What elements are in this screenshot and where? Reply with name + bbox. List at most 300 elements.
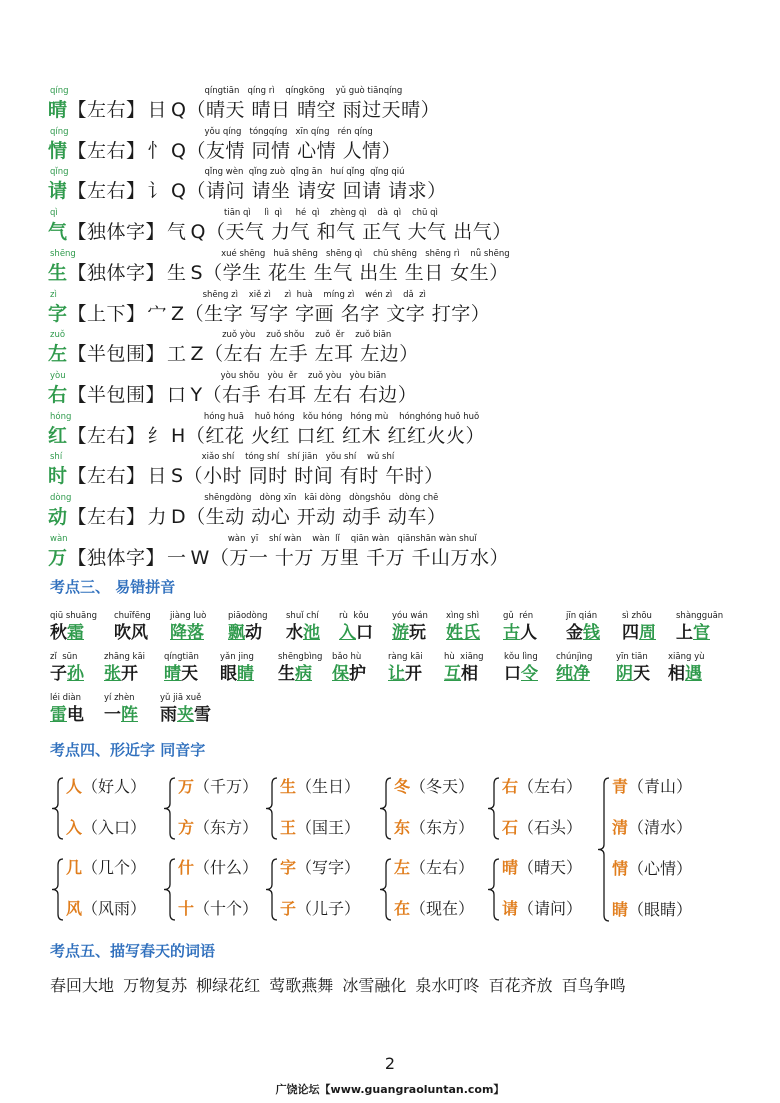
char-line-main: [48, 424, 485, 448]
word: [114, 622, 151, 644]
code-letter: Q: [190, 221, 207, 244]
similar-word: （千万）: [194, 777, 259, 796]
word: [444, 663, 484, 685]
word: [228, 622, 268, 644]
similar-word: （心情）: [628, 859, 693, 878]
code-letter: D: [171, 506, 187, 528]
word-plain: 眼: [220, 664, 237, 684]
pinyin-word: [50, 651, 84, 685]
similar-entry: [394, 898, 474, 920]
char: 情: [48, 139, 68, 162]
word-highlight: 张: [104, 664, 121, 684]
word: [164, 663, 199, 685]
word-highlight: 降落: [170, 623, 204, 643]
similar-word: （现在）: [410, 899, 475, 918]
word: [170, 622, 206, 644]
word-highlight: 病: [295, 664, 312, 684]
similar-entry: [66, 857, 146, 879]
words: （天气 力气 和气 正气 大气 出气）: [206, 221, 512, 244]
similar-char: 入: [66, 818, 83, 837]
structure: 【独体字】: [67, 221, 166, 244]
pinyin-word: [504, 651, 538, 685]
radical: 力: [147, 506, 168, 528]
radical: 日: [147, 465, 168, 488]
word-plain: 吹风: [114, 623, 148, 643]
char: 时: [48, 465, 68, 488]
pinyin-word: [444, 651, 484, 685]
similar-char: 人: [66, 777, 83, 796]
similar-entry: [280, 817, 360, 839]
similar-word: （左右）: [410, 858, 475, 877]
words: （友情 同情 心情 人情）: [186, 139, 402, 162]
word-plain: 天: [633, 664, 650, 684]
word-pinyin: hù xiāng: [444, 652, 484, 662]
words: （生动 动心 开动 动手 动车）: [186, 506, 447, 528]
word-highlight: 雷: [50, 705, 67, 725]
radical: 忄: [147, 139, 168, 162]
curly-brace-icon: [486, 776, 500, 841]
word-pinyin: piāodòng: [228, 611, 268, 621]
similar-char: 十: [178, 899, 195, 918]
curly-brace-icon: [264, 857, 278, 922]
char-line-main: [48, 139, 401, 163]
similar-char: 方: [178, 818, 195, 837]
char: 右: [48, 383, 68, 406]
similar-char: 情: [612, 859, 629, 878]
similar-word: （写字）: [296, 858, 361, 877]
word-pinyin: yí zhèn: [104, 693, 135, 703]
pinyin-word: [50, 610, 97, 644]
similar-entry: [280, 857, 360, 879]
code-letter: S: [190, 261, 204, 284]
curly-brace-icon: [50, 857, 64, 922]
word: [392, 622, 428, 644]
code-letter: W: [190, 546, 210, 569]
char-pinyin: qì: [50, 208, 58, 219]
word-highlight: 晴: [164, 664, 181, 684]
code-letter: Y: [190, 383, 203, 406]
radical: 一: [167, 546, 187, 569]
words: （生字 写字 字画 名字 文字 打字）: [184, 302, 491, 325]
word: [622, 622, 656, 644]
word-pinyin: qiū shuāng: [50, 611, 98, 621]
word-pinyin: xìng shì: [446, 611, 480, 621]
words: （晴天 晴日 晴空 雨过天晴）: [186, 99, 441, 121]
word: [446, 622, 480, 644]
words: （右手 右耳 左右 右边）: [202, 383, 418, 406]
words-pinyin: wàn yī shí wàn wàn lǐ qiān wàn qiānshān wàn shuǐ: [227, 533, 477, 544]
char-pinyin: zuǒ: [50, 330, 66, 341]
word-plain: 电: [67, 705, 84, 725]
similar-char: 请: [502, 899, 519, 918]
word-pinyin: yóu wán: [392, 611, 428, 621]
similar-word: （几个）: [82, 858, 147, 877]
word: [50, 622, 97, 644]
similar-entry: [66, 898, 146, 920]
pinyin-word: [616, 651, 650, 685]
pinyin-word: [446, 610, 480, 644]
similar-word: （生日）: [296, 777, 361, 796]
char-pinyin: wàn: [50, 533, 68, 544]
similar-char: 东: [394, 818, 411, 837]
char: 请: [48, 180, 68, 203]
word-plain: 水: [286, 623, 303, 643]
code-letter: Z: [190, 343, 205, 366]
pinyin-word: [160, 692, 211, 726]
spring-phrases: 春回大地 万物复苏 柳绿花红 莺歌燕舞 冰雪融化 泉水叮咚 百花齐放 百鸟争鸣: [50, 976, 626, 995]
word-highlight: 孙: [67, 664, 84, 684]
structure: 【半包围】: [67, 383, 166, 406]
similar-entry: [502, 776, 582, 798]
words-pinyin: qǐng wèn qǐng zuò qǐng ān huí qǐng qǐng qiú: [204, 167, 405, 178]
similar-char: 左: [394, 858, 411, 877]
pinyin-word: [228, 610, 268, 644]
word-plain: 相: [461, 664, 478, 684]
code-letter: Q: [171, 180, 187, 203]
char-pinyin: dòng: [50, 493, 72, 503]
word: [566, 622, 600, 644]
word-pinyin: zǐ sūn: [50, 652, 78, 662]
word-pinyin: shàngguān: [676, 611, 724, 621]
similar-group: [486, 857, 629, 922]
page-number: 2: [384, 1054, 396, 1073]
code-letter: Q: [171, 139, 187, 162]
word-highlight: 让: [388, 664, 405, 684]
word-plain: 子: [50, 664, 67, 684]
curly-brace-icon: [162, 857, 176, 922]
similar-char: 万: [178, 777, 195, 796]
pinyin-word: [114, 610, 151, 644]
section-3-title: 考点三、 易错拼音: [50, 578, 176, 596]
word-highlight: 夹: [177, 705, 194, 725]
similar-char: 清: [612, 818, 629, 837]
similar-char: 右: [502, 777, 519, 796]
word-highlight: 飘: [228, 623, 245, 643]
similar-word: （儿子）: [296, 899, 361, 918]
word-highlight: 钱: [583, 623, 600, 643]
word: [220, 663, 254, 685]
similar-char: 王: [280, 818, 297, 837]
structure: 【左右】: [67, 424, 146, 447]
similar-entry: [612, 776, 692, 798]
word-plain: 开: [121, 664, 138, 684]
similar-char: 字: [280, 858, 297, 877]
pinyin-word: [220, 651, 254, 685]
word-plain: 天: [181, 664, 198, 684]
char-pinyin: zì: [50, 289, 57, 300]
similar-word: （东方）: [410, 818, 475, 837]
structure: 【左右】: [67, 180, 146, 203]
pinyin-word: [104, 651, 145, 685]
code-letter: Z: [171, 302, 185, 325]
similar-char: 生: [280, 777, 297, 796]
word-plain: 一: [104, 705, 121, 725]
structure: 【左右】: [67, 99, 146, 121]
word-pinyin: jīn qián: [566, 611, 598, 621]
char-line-main: [48, 302, 490, 326]
words: （小时 同时 时间 有时 午时）: [183, 465, 444, 488]
section-5-title: 考点五、描写春天的词语: [50, 942, 216, 960]
word-pinyin: shēngbìng: [278, 652, 323, 662]
word-plain: 人: [520, 623, 537, 643]
word-highlight: 游: [392, 623, 409, 643]
word-plain: 上: [676, 623, 693, 643]
word-highlight: 古: [503, 623, 520, 643]
code-letter: S: [171, 465, 184, 488]
curly-brace-icon: [162, 776, 176, 841]
structure: 【左右】: [67, 139, 146, 162]
words-pinyin: xiǎo shí tóng shí shí jiān yǒu shí wǔ shí: [201, 452, 395, 463]
words-pinyin: yòu shǒu yòu ěr zuǒ yòu yòu biān: [220, 370, 387, 381]
similar-entry: [66, 776, 146, 798]
words-pinyin: yǒu qíng tóngqíng xīn qíng rén qíng: [204, 126, 373, 137]
word: [339, 622, 373, 644]
char-line-main: [48, 464, 444, 488]
word-plain: 开: [405, 664, 422, 684]
char: 动: [48, 506, 68, 528]
word-pinyin: rù kǒu: [339, 611, 369, 621]
structure: 【半包围】: [67, 343, 166, 366]
curly-brace-icon: [378, 857, 392, 922]
words: （请问 请坐 请安 回请 请求）: [186, 180, 447, 203]
word-pinyin: xiāng yù: [668, 652, 705, 662]
word-pinyin: sì zhōu: [622, 611, 652, 621]
word-pinyin: kǒu lìng: [504, 652, 538, 662]
char-pinyin: shēng: [50, 248, 76, 259]
word: [616, 663, 650, 685]
word-pinyin: gǔ rén: [503, 611, 534, 621]
similar-word: （什么）: [194, 858, 259, 877]
word-highlight: 霜: [67, 623, 84, 643]
pinyin-word: [392, 610, 428, 644]
curly-brace-icon: [486, 857, 500, 922]
similar-word: （左右）: [518, 777, 583, 796]
word-pinyin: qíngtiān: [164, 652, 199, 662]
similar-entry: [178, 857, 258, 879]
char: 晴: [48, 99, 68, 121]
word-highlight: 互: [444, 664, 461, 684]
pinyin-word: [622, 610, 656, 644]
similar-word: （风雨）: [82, 899, 147, 918]
pinyin-word: [286, 610, 320, 644]
similar-entry: [502, 817, 582, 839]
word-plain: 动: [245, 623, 262, 643]
curly-brace-icon: [378, 776, 392, 841]
word-highlight: 姓氏: [446, 623, 480, 643]
word-pinyin: bǎo hù: [332, 652, 362, 662]
words: （万一 十万 万里 千万 千山万水）: [209, 546, 510, 569]
word: [332, 663, 366, 685]
similar-char: 睛: [612, 900, 629, 919]
word-pinyin: ràng kāi: [388, 652, 423, 662]
char-line-main: [48, 383, 417, 407]
pinyin-word: [50, 692, 84, 726]
word-plain: 雨: [160, 705, 177, 725]
word-highlight: 阴: [616, 664, 633, 684]
words: （红花 火红 口红 红木 红红火火）: [185, 424, 486, 447]
char-line-main: [48, 261, 509, 285]
similar-entry: [394, 817, 474, 839]
similar-char: 几: [66, 858, 83, 877]
word: [160, 704, 211, 726]
section-4-title: 考点四、形近字 同音字: [50, 741, 206, 759]
word-highlight: 入: [339, 623, 356, 643]
similar-entry: [280, 776, 360, 798]
word-plain: 护: [349, 664, 366, 684]
word: [676, 622, 723, 644]
word-highlight: 池: [303, 623, 320, 643]
similar-char: 石: [502, 818, 519, 837]
similar-entry: [394, 857, 474, 879]
radical: 宀: [147, 302, 168, 325]
similar-word: （青山）: [628, 777, 693, 796]
word-plain: 相: [668, 664, 685, 684]
word-plain: 金: [566, 623, 583, 643]
pinyin-word: [503, 610, 537, 644]
radical: 日: [147, 99, 168, 121]
char-pinyin: qíng: [50, 126, 69, 137]
char: 生: [48, 261, 68, 284]
pinyin-word: [164, 651, 199, 685]
similar-char: 晴: [502, 858, 519, 877]
word: [668, 663, 705, 685]
pinyin-word: [278, 651, 322, 685]
similar-word: （入口）: [82, 818, 147, 837]
pinyin-word: [332, 651, 366, 685]
word-plain: 雪: [194, 705, 211, 725]
words-pinyin: shēng zì xiě zì zì huà míng zì wén zì dǎ zì: [202, 289, 426, 300]
word-pinyin: chuīfēng: [114, 611, 151, 621]
char: 万: [48, 546, 68, 569]
code-letter: Q: [171, 99, 187, 121]
structure: 【上下】: [67, 302, 146, 325]
word: [503, 622, 537, 644]
radical: 气: [167, 221, 187, 244]
word: [278, 663, 322, 685]
similar-entry: [178, 898, 258, 920]
similar-char: 冬: [394, 777, 411, 796]
words: （学生 花生 生气 出生 生日 女生）: [203, 261, 509, 284]
word-highlight: 周: [639, 623, 656, 643]
word-plain: 口: [356, 623, 373, 643]
words-pinyin: qíngtiān qíng rì qíngkōng yǔ guò tiānqíng: [204, 86, 403, 96]
pinyin-word: [388, 651, 423, 685]
curly-brace-icon: [50, 776, 64, 841]
pinyin-word: [566, 610, 600, 644]
word-plain: 玩: [409, 623, 426, 643]
radical: 纟: [147, 424, 168, 447]
word-plain: 生: [278, 664, 295, 684]
code-letter: H: [171, 424, 186, 447]
word-highlight: 遇: [685, 664, 702, 684]
similar-word: （十个）: [194, 899, 259, 918]
similar-entry: [66, 817, 146, 839]
similar-word: （国王）: [296, 818, 361, 837]
similar-word: （好人）: [82, 777, 147, 796]
char: 字: [48, 302, 68, 325]
similar-word: （清水）: [628, 818, 693, 837]
pinyin-word: [668, 651, 705, 685]
word: [286, 622, 320, 644]
radical: 讠: [147, 180, 168, 203]
char-pinyin: qǐng: [50, 167, 69, 178]
words: （左右 左手 左耳 左边）: [204, 343, 419, 366]
words-pinyin: tiān qì lì qì hé qì zhèng qì dà qì chū qì: [224, 208, 438, 219]
word-highlight: 阵: [121, 705, 138, 725]
structure: 【独体字】: [67, 546, 166, 569]
similar-entry: [280, 898, 360, 920]
word-pinyin: shuǐ chí: [286, 611, 319, 621]
curly-brace-icon: [264, 776, 278, 841]
word: [556, 663, 592, 685]
word-pinyin: léi diàn: [50, 693, 82, 703]
word-highlight: 纯净: [556, 664, 590, 684]
word-pinyin: zhāng kāi: [104, 652, 146, 662]
word-plain: 秋: [50, 623, 67, 643]
word-highlight: 睛: [237, 664, 254, 684]
pinyin-word: [676, 610, 723, 644]
word-pinyin: jiàng luò: [170, 611, 207, 621]
words-pinyin: zuǒ yòu zuǒ shǒu zuǒ ěr zuǒ biān: [222, 330, 392, 341]
radical: 工: [167, 343, 187, 366]
similar-entry: [178, 817, 258, 839]
char-pinyin: shí: [50, 452, 63, 463]
structure: 【独体字】: [67, 261, 166, 284]
similar-entry: [612, 817, 692, 839]
word-plain: 四: [622, 623, 639, 643]
similar-char: 在: [394, 899, 411, 918]
char-line-main: [48, 179, 447, 203]
char-line-main: [48, 505, 446, 529]
radical: 生: [167, 261, 187, 284]
char-line-main: [48, 98, 440, 122]
similar-char: 青: [612, 777, 629, 796]
similar-word: （晴天）: [518, 858, 583, 877]
word-pinyin: yǔ jiā xuě: [160, 693, 202, 703]
similar-word: （石头）: [518, 818, 583, 837]
similar-word: （请问）: [518, 899, 583, 918]
similar-word: （东方）: [194, 818, 259, 837]
similar-entry: [502, 857, 582, 879]
word: [50, 663, 84, 685]
pinyin-word: [104, 692, 138, 726]
word-pinyin: chúnjìng: [556, 652, 593, 662]
word-highlight: 保: [332, 664, 349, 684]
structure: 【左右】: [67, 506, 146, 528]
char-pinyin: qíng: [50, 86, 69, 96]
word: [104, 663, 145, 685]
word: [50, 704, 84, 726]
similar-word: （冬天）: [410, 777, 475, 796]
word: [504, 663, 538, 685]
words-pinyin: hóng huā huǒ hóng kǒu hóng hóng mù hónghóng huǒ huǒ: [203, 411, 480, 422]
structure: 【左右】: [67, 465, 146, 488]
similar-entry: [502, 898, 582, 920]
char: 左: [48, 343, 68, 366]
words-pinyin: xué shēng huā shēng shēng qì chū shēng shēng rì nǚ shēng: [221, 248, 510, 259]
word-pinyin: yǎn jing: [220, 652, 254, 662]
footer-site: 广饶论坛【www.guangraoluntan.com】: [275, 1083, 505, 1096]
radical: 口: [167, 383, 187, 406]
similar-char: 子: [280, 899, 297, 918]
word-highlight: 官: [693, 623, 710, 643]
pinyin-word: [170, 610, 206, 644]
char-pinyin: yòu: [50, 370, 66, 381]
word: [388, 663, 423, 685]
similar-entry: [394, 776, 474, 798]
similar-word: （眼睛）: [628, 900, 693, 919]
pinyin-word: [339, 610, 373, 644]
